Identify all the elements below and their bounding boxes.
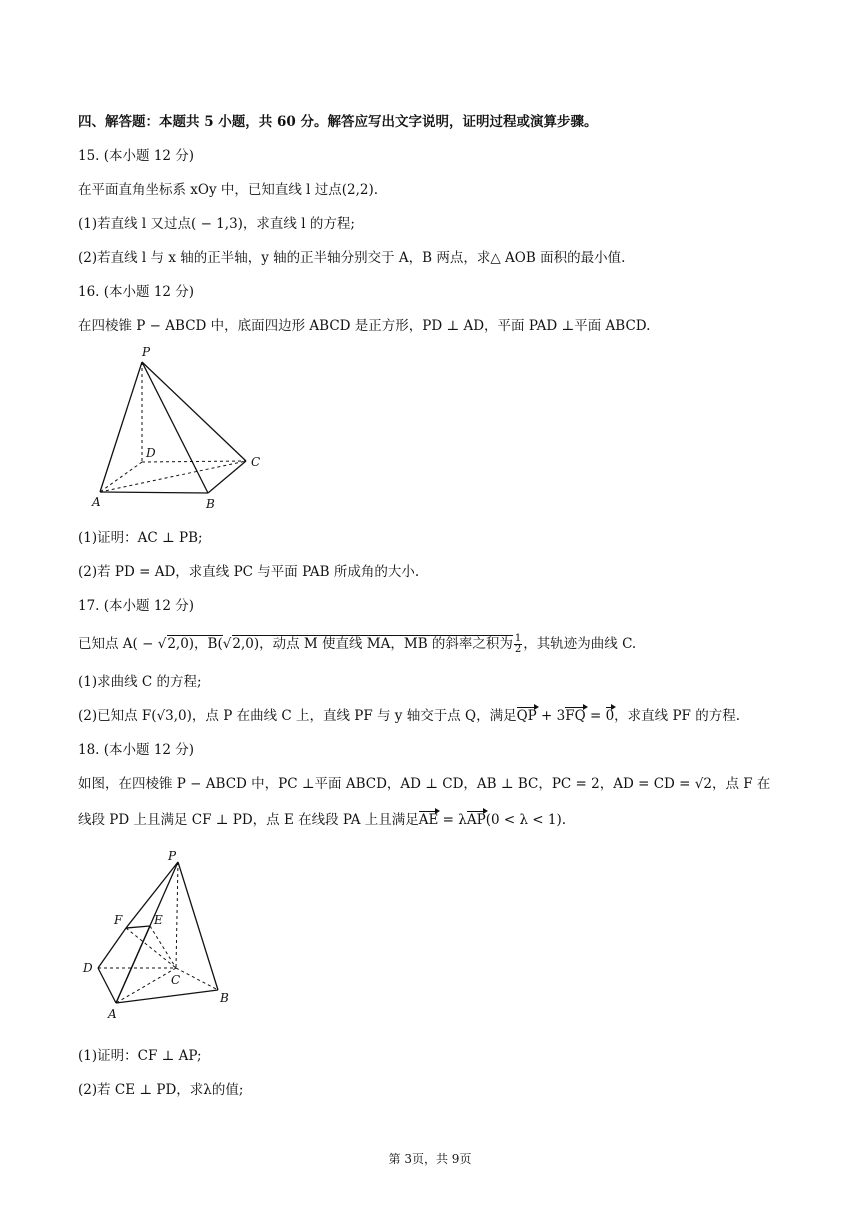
problem-15-stem: 在平面直角坐标系 xOy 中，已知直线 l 过点(2,2). — [78, 182, 379, 198]
label-a: A — [108, 1007, 117, 1021]
vector-qp: QP — [516, 708, 537, 724]
fraction-one-half: $\frac{1}{2}$ — [514, 633, 522, 655]
label-e: E — [154, 913, 163, 927]
sqrt-symbol: √ — [694, 776, 704, 792]
problem-18-number: 18. (本小题 12 分) — [78, 742, 195, 758]
vector-ap: AP — [466, 812, 486, 828]
sqrt-symbol: √ — [222, 636, 232, 652]
pyramid-figure-18 — [78, 848, 248, 1028]
problem-17-part-2: (2)已知点 F(√3,0)，点 P 在曲线 C 上，直线 PF 与 y 轴交于点 Q，满足QP + 3FQ = 0，求直线 PF 的方程. — [78, 708, 740, 724]
label-b: B — [220, 991, 229, 1005]
problem-16-number: 16. (本小题 12 分) — [78, 284, 195, 300]
label-b: B — [206, 497, 215, 511]
problem-15-part-1: (1)若直线 l 又过点( − 1,3)，求直线 l 的方程; — [78, 216, 355, 232]
problem-17-part-1: (1)求曲线 C 的方程; — [78, 674, 202, 690]
problem-18-part-2: (2)若 CE ⊥ PD，求λ的值; — [78, 1082, 244, 1098]
label-c: C — [251, 455, 261, 469]
vector-fq: FQ — [565, 708, 586, 724]
pyramid-figure-16 — [78, 340, 278, 512]
page-footer: 第 3页，共 9页 — [388, 1152, 472, 1166]
label-d: D — [146, 446, 156, 460]
problem-15-number: 15. (本小题 12 分) — [78, 148, 195, 164]
sqrt-symbol: √ — [157, 636, 167, 652]
label-c: C — [171, 973, 181, 987]
problem-18-part-1: (1)证明：CF ⊥ AP; — [78, 1048, 202, 1064]
label-d: D — [83, 961, 93, 975]
problem-16-stem: 在四棱锥 P − ABCD 中，底面四边形 ABCD 是正方形，PD ⊥ AD，平面 PAD ⊥平面 ABCD. — [78, 318, 651, 334]
label-p: P — [168, 849, 177, 863]
section-header: 四、解答题：本题共 5 小题，共 60 分。解答应写出文字说明，证明过程或演算步骤。 — [78, 114, 598, 130]
label-p: P — [142, 345, 151, 359]
problem-16-part-2: (2)若 PD = AD，求直线 PC 与平面 PAB 所成角的大小. — [78, 564, 420, 580]
problem-18-stem-line-1: 如图，在四棱锥 P − ABCD 中，PC ⊥平面 ABCD，AD ⊥ CD，AB ⊥ BC，PC = 2，AD = CD = √2，点 F 在 — [78, 776, 771, 792]
problem-15-part-2: (2)若直线 l 与 x 轴的正半轴，y 轴的正半轴分别交于 A，B 两点，求△ AOB 面积的最小值. — [78, 250, 626, 266]
label-a: A — [92, 495, 101, 509]
problem-18-stem-line-2: 线段 PD 上且满足 CF ⊥ PD，点 E 在线段 PA 上且满足AE = λAP(0 < λ < 1). — [78, 812, 567, 828]
sqrt-symbol: √ — [156, 708, 166, 724]
label-f: F — [114, 913, 123, 927]
vector-zero: 0 — [605, 708, 615, 724]
vector-ae: AE — [418, 812, 439, 828]
problem-17-number: 17. (本小题 12 分) — [78, 598, 195, 614]
problem-16-part-1: (1)证明：AC ⊥ PB; — [78, 530, 203, 546]
problem-17-stem: 已知点 A( − √2,0)，B(√2,0)，动点 M 使直线 MA，MB 的斜率之积为 $\frac{1}{2}$ ，其轨迹为曲线 C. — [78, 633, 637, 655]
